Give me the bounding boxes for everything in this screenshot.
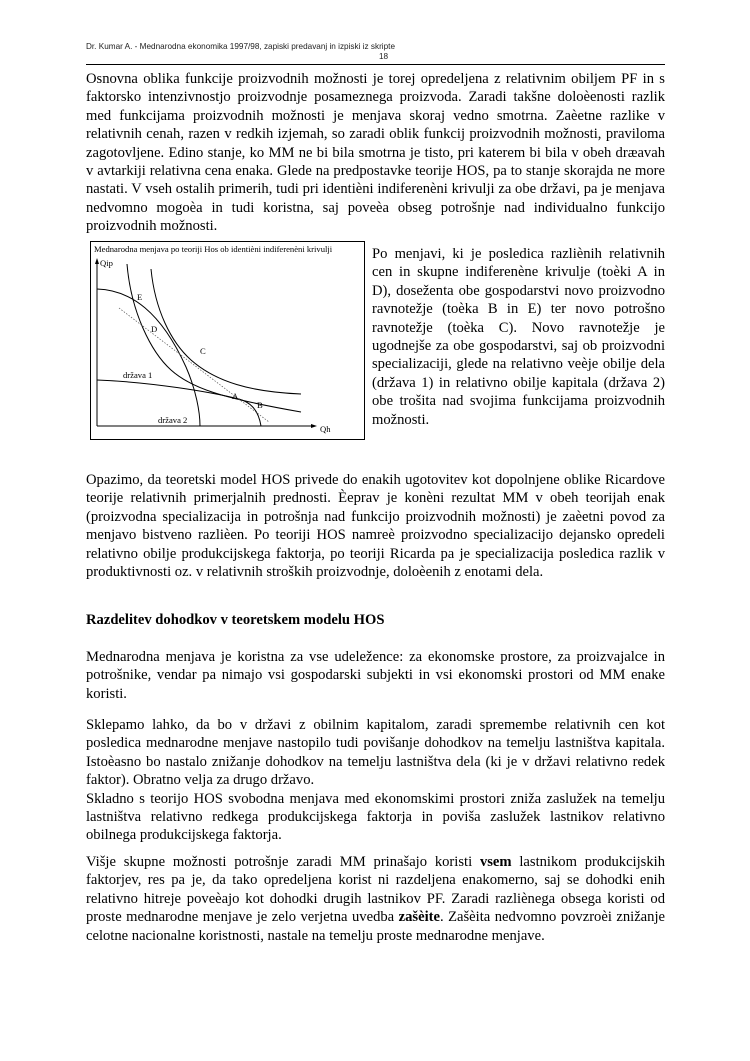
point-D-label: D [151,324,158,334]
x-axis-label: Qh [320,424,331,434]
y-axis-label: Qip [100,258,113,268]
hos-trade-chart [91,242,364,439]
indifference-curve-trade [151,269,301,394]
figure-explanation: Po menjavi, ki je posledica razliènih relativnih cen in skupne indiferenène krivulje (toèki A in D), doseženta obe gospodarstvi novo proizvodno ravnotežje (toèka B in E) ter novo potrošno ravnotežje (toèka C). Novo ravnotežje je ugodnejše za obe gospodarstvi, saj ob proizvodni specializaciji, glede na relativno veèje obilje dela (država 1) in relativno obilje kapitala (država 2) obe trošita nad svojima funkcijama proizvodnih možnosti. [372,246,665,428]
paragraph-protection [86,853,665,945]
figure-row [86,241,665,441]
paragraph-hos-earnings: Skladno s teorijo HOS svobodna menjava med ekonomskimi prostori zniža zaslužek na temelju lastništva relativno redkega produkcijskega faktorja in poviša zaslužek lastnikov relativno obilnega produkcijskega faktorja. [86,790,665,844]
hos-trade-figure [90,241,365,440]
text-segment: . Zašèita nedvomno povzroèi znižanje celotne nacionalne koristnosti, nastale na temelju proste mednarodne menjave. [86,909,665,944]
point-E-label: E [137,292,143,302]
paragraph-income-block [86,716,665,845]
y-axis-arrow-icon [95,258,99,264]
paragraph-benefits: Mednarodna menjava je koristna za vse udeležence: za ekonomske prostore, za proizvajalce in potrošnike, vendar pa nimajo vsi gospodarski subjekti in vsi ekonomski prostori od MM enake koristi. [86,649,665,702]
page-number: 18 [378,52,389,61]
text-segment: Višje skupne možnosti potrošnje zaradi MM prinašajo koristi [86,854,480,870]
point-C-label: C [200,346,206,356]
paragraph-intro: Osnovna oblika funkcije proizvodnih možnosti je torej opredeljena z relativnim obiljem PF in s faktorsko intenzivnostjo proizvodnje posameznega proizvoda. Zaradi takšne doloèenosti razlik med funkcijama proizvodnih možnosti je menjava skoraj vedno smotrna. Zaèetne razlike v relativnih cenah, razen v redkih izjemah, so zaradi oblik funkcij proizvodnih možnosti, praviloma zagotovljene. Edino stanje, ko MM ne bi bila smotrna je tisto, pri katerem bi bila v obeh dræavah v avtarkiji relativna cena enaka. Glede na predpostavke teorije HOS, pa to stanje skorajda ne more nastati. V vseh ostalih primerih, tudi pri identièni indiferenèni krivulji za obe državi, pa je menjava nedvomno mogoèa in tudi koristna, saj poveèa obseg potrošnje nad individualno funkcijo proizvodnih možnosti. [86,71,665,235]
country-2-label: država 2 [158,415,188,425]
header-rule [86,64,665,65]
text-segment: lastnikom produkcijskih faktorjev, res pa je, da tako opredeljena korist ni razdeljena enakomerno, saj se dohodki enih relativno hitreje poveèajo kot dohodki drugih lastnikov PF. Zaradi razliènega obsega koristi od proste mednarodne menjave je zelo verjetna uvedba [86,854,665,926]
running-title: Dr. Kumar A. - Mednarodna ekonomika 1997/98, zapiski predavanj in izpiski iz skripte [86,42,396,51]
paragraph-capital-income: Sklepamo lahko, da bo v državi z obilnim kapitalom, zaradi spremembe relativnih cen kot posledica mednarodne menjave nastopilo tudi povišanje dohodkov na temelju lastništva kapitala. Istoèasno bo nastalo znižanje dohodkov na temelju lastništva dela (ki je v državi relativno redek faktor). Obratno velja za drugo državo. [86,717,665,789]
x-axis-arrow-icon [311,424,317,428]
figure-title: Mednarodna menjava po teoriji Hos ob identièni indiferenèni krivulji [94,244,333,254]
section-heading: Razdelitev dohodkov v teoretskem modelu HOS [86,612,385,628]
emphasis-vsem: vsem [479,854,512,870]
point-B-label: B [257,400,263,410]
terms-of-trade-line [119,308,269,422]
running-header [86,42,665,62]
country-1-label: država 1 [123,370,153,380]
paragraph-hos-vs-ricardo: Opazimo, da teoretski model HOS privede do enakih ugotovitev kot dopolnjene oblike Ricardove teorije relativnih primerjalnih prednosti. Èeprav je konèni rezultat MM v obeh teorijah enak (proizvodna specializacija in potrošnja nad funkcijo proizvodnih možnosti) je zaèetni povod za menjavo bistveno razlièen. Po teoriji HOS namreè proizvodno specializacijo dejansko opredeli relativno obilje produkcijskega faktorja, po teoriji Ricarda pa je specializacija posledica razlik v produktivnosti oz. v relativnih stroških proizvodnje, doloèenih z enotami dela. [86,472,665,581]
emphasis-zascite: zašèite [398,909,440,926]
point-A-label: A [232,391,239,401]
